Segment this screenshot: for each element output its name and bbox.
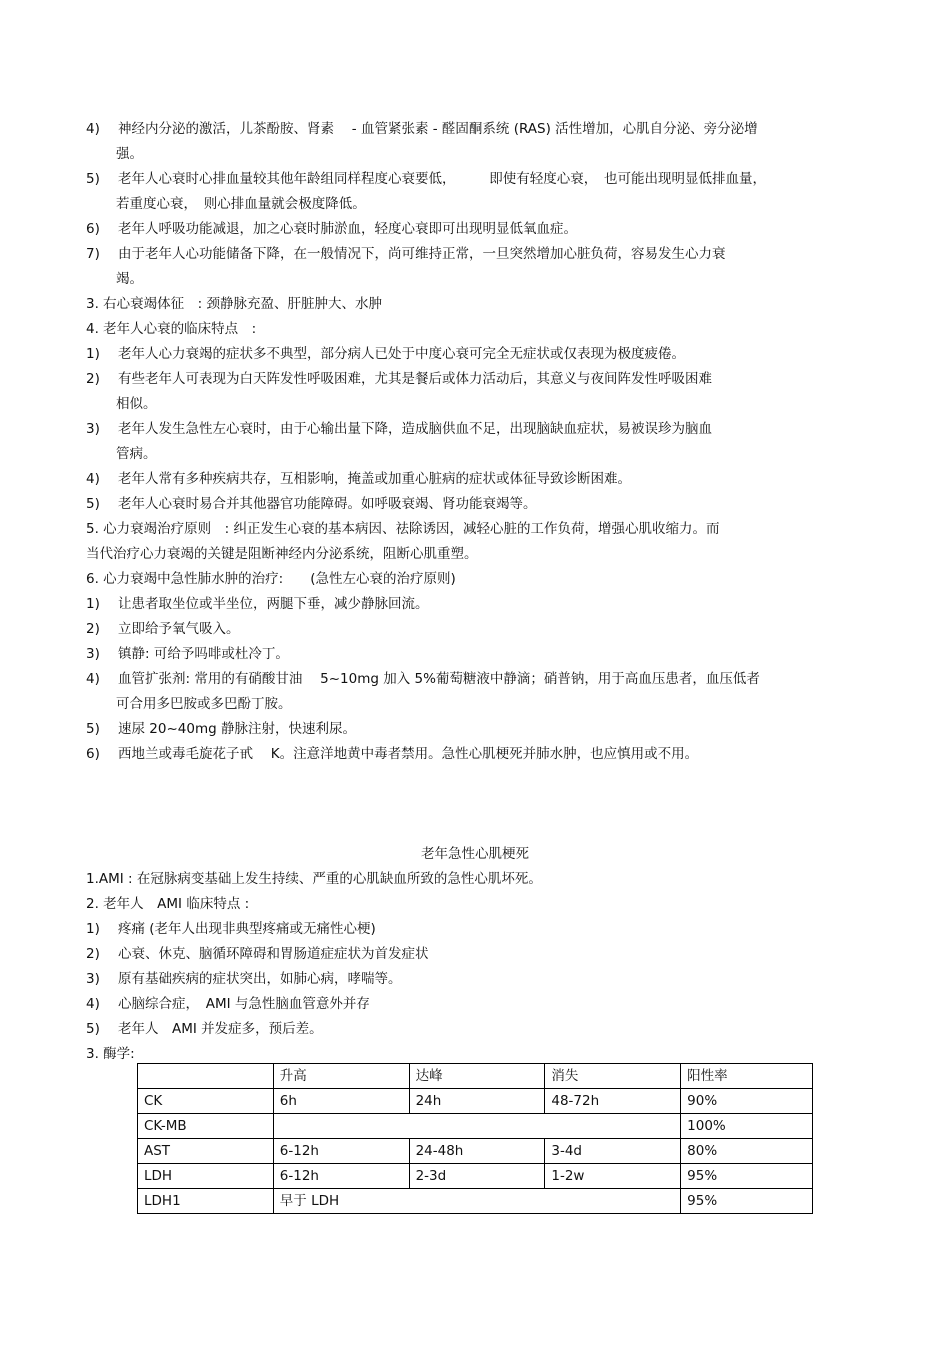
enzyme-name: LDH <box>138 1164 274 1189</box>
table-row <box>138 1089 813 1114</box>
section-heading: 5. 心力衰竭治疗原则 : 纠正发生心衰的基本病因、祛除诱因，减轻心脏的工作负荷，增强心肌收缩力。而 <box>86 521 720 537</box>
header-cell: 阳性率 <box>681 1064 813 1089</box>
disappear-time: 1-2w <box>545 1164 681 1189</box>
merged-note-cell: 早于 LDH <box>273 1189 680 1214</box>
positive-rate: 95% <box>681 1189 813 1214</box>
list-item: 6) 老年人呼吸功能减退，加之心衰时肺淤血，轻度心衰即可出现明显低氧血症。 <box>86 221 577 237</box>
list-item: 5) 老年人心衰时易合并其他器官功能障碍。如呼吸衰竭、肾功能衰竭等。 <box>86 496 537 512</box>
section-heading: 3. 右心衰竭体征 : 颈静脉充盈、肝脏肿大、水肿 <box>86 296 383 312</box>
table-row <box>138 1164 813 1189</box>
positive-rate: 80% <box>681 1139 813 1164</box>
list-item: 4) 神经内分泌的激活，儿茶酚胺、肾素 - 血管紧张素 - 醛固酮系统 (RAS) 活性增加，心肌自分泌、旁分泌增 <box>86 121 758 137</box>
list-item: 2) 有些老年人可表现为白天阵发性呼吸困难，尤其是餐后或体力活动后，其意义与夜间阵发性呼吸困难 <box>86 371 712 387</box>
table-row <box>138 1139 813 1164</box>
paragraph-line: 当代治疗心力衰竭的关键是阻断神经内分泌系统，阻断心肌重塑。 <box>86 546 478 562</box>
list-item-continuation: 强。 <box>116 146 143 162</box>
header-cell: 消失 <box>545 1064 681 1089</box>
rise-time: 6h <box>273 1089 409 1114</box>
list-item: 4) 老年人常有多种疾病共存，互相影响，掩盖或加重心脏病的症状或体征导致诊断困难。 <box>86 471 631 487</box>
list-item-continuation: 若重度心衰， 则心排血量就会极度降低。 <box>116 196 366 212</box>
list-item: 2) 立即给予氧气吸入。 <box>86 621 240 637</box>
header-cell <box>138 1064 274 1089</box>
merged-cell <box>273 1114 680 1139</box>
list-item: 7) 由于老年人心功能储备下降，在一般情况下，尚可维持正常，一旦突然增加心脏负荷，容易发生心力衰 <box>86 246 726 262</box>
rise-time: 6-12h <box>273 1164 409 1189</box>
disappear-time: 48-72h <box>545 1089 681 1114</box>
enzyme-name: LDH1 <box>138 1189 274 1214</box>
section-heading: 4. 老年人心衰的临床特点 : <box>86 321 257 337</box>
list-item: 5) 老年人 AMI 并发症多，预后差。 <box>86 1021 323 1037</box>
disappear-time: 3-4d <box>545 1139 681 1164</box>
section-heading: 2. 老年人 AMI 临床特点 : <box>86 896 250 912</box>
section-title: 老年急性心肌梗死 <box>421 846 529 862</box>
section-heading: 6. 心力衰竭中急性肺水肿的治疗: (急性左心衰的治疗原则) <box>86 571 456 587</box>
section-heading: 1.AMI : 在冠脉病变基础上发生持续、严重的心肌缺血所致的急性心肌坏死。 <box>86 871 542 887</box>
enzyme-name: CK-MB <box>138 1114 274 1139</box>
list-item: 4) 血管扩张剂: 常用的有硝酸甘油 5~10mg 加入 5%葡萄糖液中静滴；硝普钠，用于高血压患者，血压低者 <box>86 671 760 687</box>
enzyme-name: AST <box>138 1139 274 1164</box>
table-row <box>138 1189 813 1214</box>
header-cell: 升高 <box>273 1064 409 1089</box>
list-item: 1) 疼痛 (老年人出现非典型疼痛或无痛性心梗) <box>86 921 376 937</box>
peak-time: 2-3d <box>409 1164 545 1189</box>
list-item-continuation: 可合用多巴胺或多巴酚丁胺。 <box>116 696 292 712</box>
positive-rate: 100% <box>681 1114 813 1139</box>
enzyme-name: CK <box>138 1089 274 1114</box>
list-item: 3) 老年人发生急性左心衰时，由于心输出量下降，造成脑供血不足，出现脑缺血症状，易被误珍为脑血 <box>86 421 712 437</box>
table-row <box>138 1114 813 1139</box>
header-cell: 达峰 <box>409 1064 545 1089</box>
peak-time: 24-48h <box>409 1139 545 1164</box>
list-item: 4) 心脑综合症， AMI 与急性脑血管意外并存 <box>86 996 370 1012</box>
enzyme-table <box>137 1063 813 1214</box>
list-item: 2) 心衰、休克、脑循环障碍和胃肠道症症状为首发症状 <box>86 946 429 962</box>
section-heading: 3. 酶学: <box>86 1046 135 1062</box>
list-item-continuation: 竭。 <box>116 271 143 287</box>
list-item: 1) 老年人心力衰竭的症状多不典型，部分病人已处于中度心衰可完全无症状或仅表现为极度疲倦。 <box>86 346 685 362</box>
positive-rate: 95% <box>681 1164 813 1189</box>
list-item: 3) 原有基础疾病的症状突出，如肺心病，哮喘等。 <box>86 971 402 987</box>
table-header-row <box>138 1064 813 1089</box>
list-item: 6) 西地兰或毒毛旋花子甙 K。注意洋地黄中毒者禁用。急性心肌梗死并肺水肿，也应慎用或不用。 <box>86 746 699 762</box>
list-item: 5) 老年人心衰时心排血量较其他年龄组同样程度心衰要低， 即使有轻度心衰， 也可能出现明显低排血量， <box>86 171 766 187</box>
list-item: 1) 让患者取坐位或半坐位，两腿下垂，减少静脉回流。 <box>86 596 429 612</box>
list-item: 5) 速尿 20~40mg 静脉注射，快速利尿。 <box>86 721 356 737</box>
rise-time: 6-12h <box>273 1139 409 1164</box>
positive-rate: 90% <box>681 1089 813 1114</box>
peak-time: 24h <box>409 1089 545 1114</box>
list-item-continuation: 相似。 <box>116 396 157 412</box>
list-item: 3) 镇静: 可给予吗啡或杜冷丁。 <box>86 646 289 662</box>
list-item-continuation: 管病。 <box>116 446 157 462</box>
